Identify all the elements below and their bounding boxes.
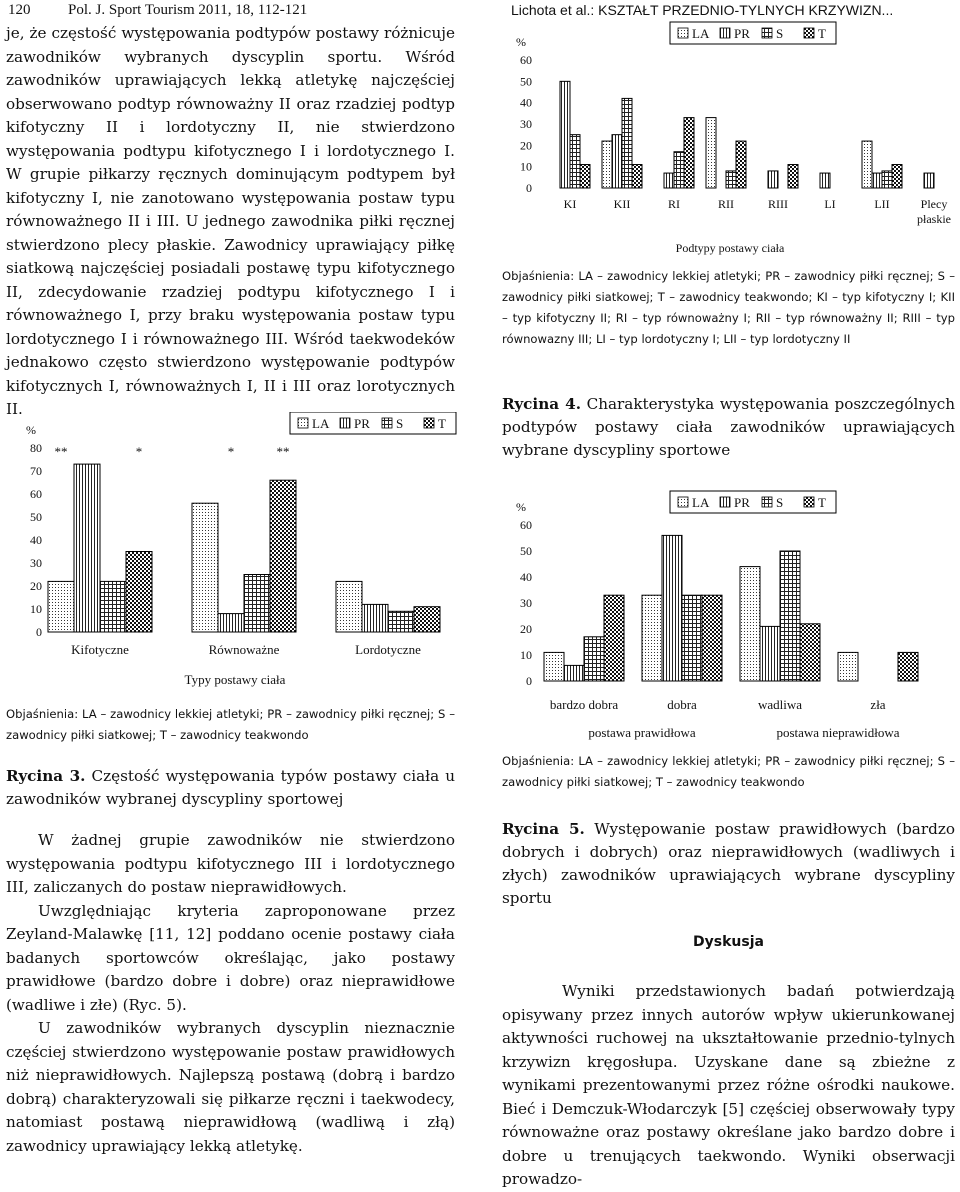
bar-t	[800, 624, 820, 681]
x-category-label: wadliwa	[757, 697, 803, 712]
bar-t	[702, 595, 722, 681]
x-category-label: bardzo dobra	[549, 697, 619, 712]
bar-pr	[664, 173, 674, 188]
left-paragraphs-2	[6, 829, 455, 1158]
bar-t	[632, 165, 642, 188]
running-title: Lichota et al.: KSZTAŁT PRZEDNIO-TYLNYCH KRZYWIZN...	[511, 2, 894, 18]
legend-label-pr: PR	[734, 495, 750, 510]
bar-t	[788, 165, 798, 188]
y-tick-label: 80	[30, 441, 42, 455]
figure-4-explanation: Objaśnienia: LA – zawodnicy lekkiej atletyki; PR – zawodnicy piłki ręcznej; S – zawodnicy piłki siatkowej; T – zawodnicy teakwondo; KI – typ kifotyczny I; KII – typ kifotyczny II; RI – typ równoważny I; RII – typ równoważny II; RIII – typ równowazny III; LI – typ lordotyczny I; LII – typ lordotyczny II	[502, 269, 955, 346]
y-tick-label: 60	[30, 487, 42, 501]
y-tick-label: 20	[520, 138, 532, 153]
y-axis-label: %	[516, 35, 526, 49]
bar-pr	[872, 173, 882, 188]
legend-label-la: LA	[312, 416, 330, 431]
legend-swatch-la	[298, 418, 308, 428]
legend-label-s: S	[396, 416, 404, 431]
bar-s	[244, 575, 270, 633]
x-category-label: zła	[870, 697, 886, 712]
bar-la	[336, 581, 362, 632]
legend-label-la: LA	[692, 26, 710, 41]
bar-t	[414, 607, 440, 632]
legend-swatch-la	[678, 497, 688, 507]
figure-5-label: Rycina 5.	[502, 820, 585, 838]
left-paragraph-2: W żadnej grupie zawodników nie stwierdzono występowania podtypu kifotycznego III i lordotycznego III, zaliczanych do postaw nieprawidłowych.	[6, 831, 455, 896]
bar-pr	[218, 614, 244, 632]
bar-la	[862, 141, 872, 188]
bar-s	[882, 171, 892, 188]
bar-pr	[820, 173, 830, 188]
figure-3-label: Rycina 3.	[6, 767, 86, 785]
bar-la	[706, 118, 716, 188]
bar-pr	[362, 604, 388, 632]
legend-swatch-s	[762, 28, 772, 38]
y-tick-label: 40	[30, 533, 42, 547]
y-tick-label: 20	[520, 622, 532, 636]
left-paragraph-4: U zawodników wybranych dyscyplin nieznacznie częściej stwierdzono występowanie postaw prawidłowych niż nieprawidłowych. Najlepszą postawą (dobrą i bardzo dobrą) charakteryzowali się piłkarze ręczni i taekwodecy, natomiast postawą nieprawidłową (wadliwą i złą) zawodnicy uprawiający lekką atletykę.	[6, 1019, 455, 1155]
bar-s	[570, 135, 580, 188]
figure-4-label: Rycina 4.	[502, 395, 581, 413]
figure-3-caption	[6, 765, 455, 811]
bar-s	[726, 171, 736, 188]
figure-3-chart	[0, 412, 460, 687]
section-title: Dyskusja	[693, 934, 764, 950]
significance-marker: *	[227, 444, 235, 459]
y-tick-label: 30	[30, 556, 42, 570]
legend-swatch-s	[382, 418, 392, 428]
bar-t	[684, 118, 694, 188]
bar-pr	[662, 535, 682, 681]
bar-s	[388, 611, 414, 632]
y-tick-label: 0	[526, 181, 532, 195]
bar-pr	[74, 464, 100, 632]
left-paragraph-1: je, że częstość występowania podtypów postawy różnicuje zawodników wybranych dyscyplin sportu. Wśród zawodników uprawiających lekką atletykę najczęściej obserwowano podtyp równoważny II oraz rzadziej podtyp kifotyczny II i lordotyczny II, nie stwierdzono występowania podtypu kifotycznego I i lordotycznego I. W grupie piłkarzy ręcznych dominującym podtypem był kifotyczny I, nie zanotowano występowania postaw typu równoważnego II i III. U jednego zawodnika piłki ręcznej stwierdzono plecy płaskie. Zawodnicy uprawiający piłkę siatkową najczęściej posiadali postawę typu kifotycznego II, zdecydowanie rzadziej podtypu kifotycznego I i równoważnego I, przy braku występowania postaw typu lordotycznego I i równoważnego III. Wśród taekwodeków jednakowo często stwierdzono występowanie podtypów kifotycznych I, równoważnych I, II i III oraz lorotycznych II.	[6, 24, 455, 418]
y-tick-label: 60	[520, 53, 532, 67]
figure-3-caption-text: Częstość występowania typów postawy ciała u zawodników wybranej dyscypliny sportowej	[6, 767, 455, 808]
bar-pr	[924, 173, 934, 188]
bar-la	[602, 141, 612, 188]
legend-swatch-t	[804, 28, 814, 38]
x-category-label: Plecy płaskie	[917, 197, 951, 226]
y-tick-label: 10	[520, 648, 532, 662]
bar-pr	[560, 81, 570, 188]
figure-3-explanation: Objaśnienia: LA – zawodnicy lekkiej atletyki; PR – zawodnicy piłki ręcznej; S – zawodnicy piłki siatkowej; T – zawodnicy teakwondo	[6, 707, 455, 742]
y-tick-label: 0	[36, 625, 42, 639]
bar-t	[604, 595, 624, 681]
y-tick-label: 20	[30, 579, 42, 593]
x-category-label: dobra	[667, 697, 697, 712]
y-tick-label: 40	[520, 570, 532, 584]
bar-s	[100, 581, 126, 632]
legend-label-la: LA	[692, 495, 710, 510]
x-axis-label: Typy postawy ciała	[184, 672, 286, 687]
x-category-label: Równoważne	[208, 642, 280, 657]
x-axis-label: Podtypy postawy ciała	[675, 241, 785, 255]
page-number: 120	[8, 2, 31, 18]
y-tick-label: 50	[520, 544, 532, 558]
bar-s	[622, 98, 632, 188]
legend-swatch-pr	[340, 418, 350, 428]
bar-la	[544, 652, 564, 681]
legend-label-s: S	[776, 495, 784, 510]
discussion-paragraph: Wyniki przedstawionych badań potwierdzają opisywany przez innych autorów wpływ ukierunkowanej aktywności ruchowej na ukształtowanie przednio-tylnych krzywizn kręgosłupa. Uzyskane dane są zbieżne z wynikami prezentowanymi przez różne ośrodki naukowe. Bieć i Demczuk-Włodarczyk [5] częściej obserwowały typy równoważne oraz postawy określane jako bardzo dobre i dobre u trenujących taekwondo. Wyniki obserwacji prowadzo-	[502, 982, 955, 1188]
y-tick-label: 30	[520, 596, 532, 610]
bar-t	[270, 480, 296, 632]
y-tick-label: 40	[520, 95, 532, 110]
legend-label-t: T	[818, 495, 826, 510]
bar-t	[580, 165, 590, 188]
bar-pr	[768, 171, 778, 188]
x-category-label: Lordotyczne	[355, 642, 421, 657]
legend-swatch-pr	[720, 497, 730, 507]
y-tick-label: 60	[520, 518, 532, 532]
legend-swatch-pr	[720, 28, 730, 38]
y-tick-label: 0	[526, 674, 532, 688]
figure-4-caption-text: Charakterystyka występowania poszczególnych podtypów postawy ciała zawodników uprawiających wybrane dyscypliny sportowe	[502, 395, 955, 459]
x-category-label: KII	[613, 197, 631, 211]
y-axis-label: %	[26, 423, 36, 437]
y-tick-label: 50	[30, 510, 42, 524]
legend-swatch-t	[804, 497, 814, 507]
legend-swatch-t	[424, 418, 434, 428]
y-tick-label: 50	[520, 74, 532, 89]
left-paragraph-3: Uwzględniając kryteria zaproponowane przez Zeyland-Malawkę [11, 12] poddano ocenie postawy ciała badanych sportowców określając, jako postawy prawidłowe (bardzo dobre i dobre) oraz nieprawidłowe (wadliwe i złe) (Ryc. 5).	[6, 901, 455, 1014]
legend-label-t: T	[818, 26, 826, 41]
x-category-label: LI	[824, 197, 836, 211]
bar-s	[674, 152, 684, 188]
x-group-label: postawa prawidłowa	[588, 725, 696, 740]
x-category-label: RI	[668, 197, 680, 211]
bar-t	[736, 141, 746, 188]
significance-marker: **	[54, 444, 68, 459]
figure-5-explanation: Objaśnienia: LA – zawodnicy lekkiej atletyki; PR – zawodnicy piłki ręcznej; S – zawodnicy piłki siatkowej; T – zawodnicy teakwondo	[502, 754, 955, 789]
y-tick-label: 70	[30, 464, 42, 478]
y-tick-label: 10	[520, 159, 532, 174]
bar-la	[740, 567, 760, 681]
significance-marker: **	[276, 444, 290, 459]
x-group-label: postawa nieprawidłowa	[776, 725, 900, 740]
figure-5-caption	[502, 818, 955, 910]
legend-swatch-s	[762, 497, 772, 507]
figure-5-chart	[500, 483, 960, 745]
bar-la	[192, 503, 218, 632]
figure-4-caption	[502, 393, 955, 462]
legend-label-pr: PR	[734, 26, 750, 41]
journal-header: Pol. J. Sport Tourism 2011, 18, 112-121	[68, 2, 308, 18]
bar-pr	[760, 626, 780, 681]
legend-swatch-la	[678, 28, 688, 38]
y-tick-label: 10	[30, 602, 42, 616]
x-category-label: RIII	[768, 197, 788, 211]
bar-t	[126, 552, 152, 633]
bar-s	[584, 637, 604, 681]
legend-label-t: T	[438, 416, 446, 431]
figure-4-chart	[500, 20, 960, 260]
legend-label-s: S	[776, 26, 784, 41]
bar-t	[892, 165, 902, 188]
bar-la	[642, 595, 662, 681]
bar-pr	[564, 665, 584, 681]
x-category-label: RII	[718, 197, 734, 211]
y-tick-label: 30	[520, 117, 532, 131]
x-category-label: Kifotyczne	[71, 642, 129, 657]
bar-t	[898, 652, 918, 681]
bar-la	[48, 581, 74, 632]
legend-label-pr: PR	[354, 416, 370, 431]
bar-s	[682, 595, 702, 681]
bar-s	[780, 551, 800, 681]
x-category-label: LII	[874, 197, 890, 211]
significance-marker: *	[135, 444, 143, 459]
figure-5-caption-text: Występowanie postaw prawidłowych (bardzo dobrych i dobrych) oraz nieprawidłowych (wadliwych i złych) zawodników uprawiających wybrane dyscypliny sportu	[502, 820, 955, 907]
bar-la	[838, 652, 858, 681]
y-axis-label: %	[516, 500, 526, 514]
bar-pr	[612, 135, 622, 188]
x-category-label: KI	[563, 197, 577, 211]
